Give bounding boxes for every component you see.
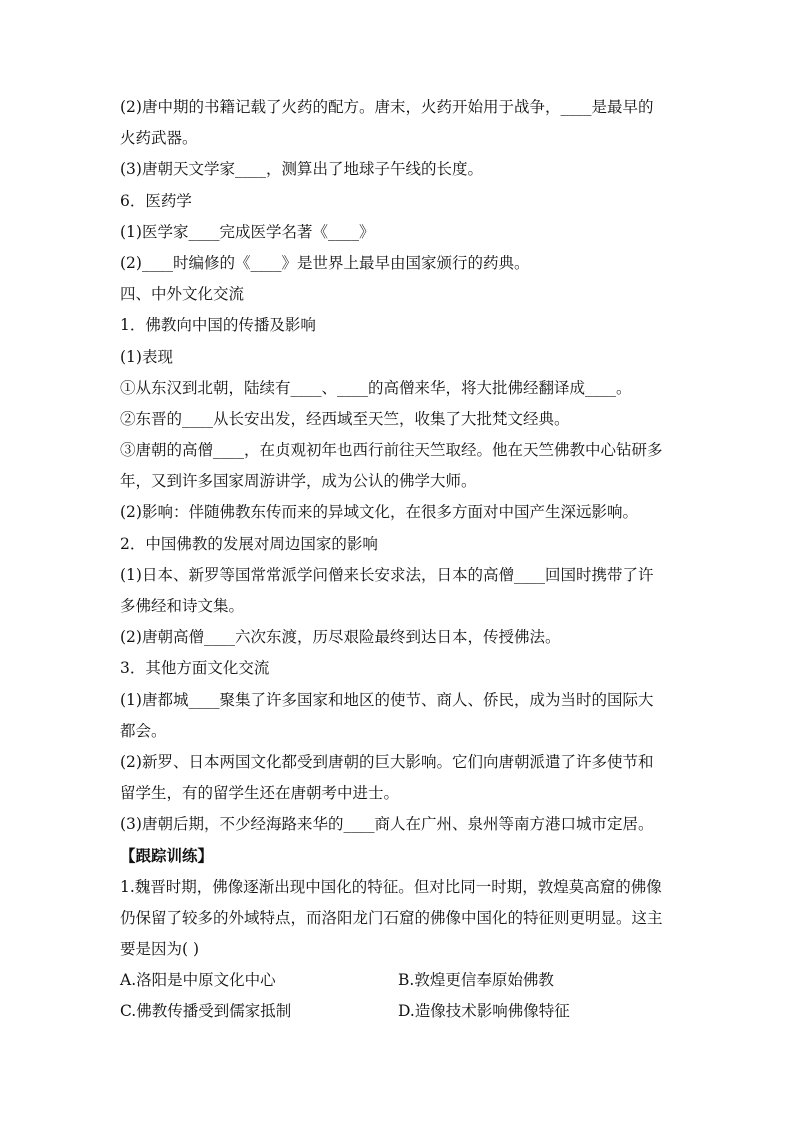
question-stem: 仍保留了较多的外域特点，而洛阳龙门石窟的佛像中国化的特征则更明显。这主 bbox=[120, 908, 663, 927]
subsection-title-influence: 2．中国佛教的发展对周边国家的影响 bbox=[120, 534, 378, 553]
text-line: (2)____时编修的《____》是世界上最早由国家颁行的药典。 bbox=[120, 253, 530, 272]
options-row-ab bbox=[120, 965, 680, 996]
option-b: B.敦煌更信奉原始佛教 bbox=[398, 971, 554, 990]
text-line: 留学生，有的留学生还在唐朝考中进士。 bbox=[120, 784, 400, 803]
text-line: (2)新罗、日本两国文化都受到唐朝的巨大影响。它们向唐朝派遣了许多使节和 bbox=[120, 752, 654, 771]
text-line: 年，又到许多国家周游讲学，成为公认的佛学大师。 bbox=[120, 472, 477, 491]
practice-heading: 【跟踪训练】 bbox=[120, 846, 214, 865]
text-line: (2)影响：伴随佛教东传而来的异域文化，在很多方面对中国产生深远影响。 bbox=[120, 503, 638, 522]
text-line: (1)表现 bbox=[120, 347, 173, 366]
section-title-cultural-exchange: 四、中外文化交流 bbox=[120, 285, 245, 304]
question-stem: 1.魏晋时期，佛像逐渐出现中国化的特征。但对比同一时期，敦煌莫高窟的佛像 bbox=[120, 877, 662, 896]
text-line: (1)唐都城____聚集了许多国家和地区的使节、商人、侨民，成为当时的国际大 bbox=[120, 690, 654, 709]
text-line: 多佛经和诗文集。 bbox=[120, 597, 245, 615]
text-line: 都会。 bbox=[120, 721, 167, 740]
subsection-title-buddhism: 1．佛教向中国的传播及影响 bbox=[120, 316, 316, 335]
subsection-title-other-exchange: 3．其他方面文化交流 bbox=[120, 659, 270, 678]
text-line: 火药武器。 bbox=[120, 129, 198, 148]
option-a: A.洛阳是中原文化中心 bbox=[120, 971, 276, 990]
text-line: (3)唐朝天文学家____，测算出了地球子午线的长度。 bbox=[120, 160, 483, 179]
text-line: (1)日本、新罗等国常常派学问僧来长安求法，日本的高僧____回国时携带了许 bbox=[120, 565, 654, 584]
option-c: C.佛教传播受到儒家抵制 bbox=[120, 1002, 292, 1021]
text-line: (1)医学家____完成医学名著《____》 bbox=[120, 222, 375, 241]
text-line: ②东晋的____从长安出发，经西域至天竺，收集了大批梵文经典。 bbox=[120, 409, 570, 428]
document-body bbox=[120, 92, 680, 1028]
text-line: ①从东汉到北朝，陆续有____、____的高僧来华，将大批佛经翻译成____。 bbox=[120, 378, 632, 397]
text-line: (2)唐朝高僧____六次东渡，历尽艰险最终到达日本，传授佛法。 bbox=[120, 628, 561, 647]
option-d: D.造像技术影响佛像特征 bbox=[398, 1002, 570, 1021]
text-line: (2)唐中期的书籍记载了火药的配方。唐末，火药开始用于战争，____是最早的 bbox=[120, 98, 654, 116]
section-title-medicine: 6．医药学 bbox=[120, 191, 192, 210]
text-line: ③唐朝的高僧____，在贞观初年也西行前往天竺取经。他在天竺佛教中心钻研多 bbox=[120, 441, 663, 460]
question-stem: 要是因为( ) bbox=[120, 940, 200, 959]
options-row-cd bbox=[120, 996, 680, 1027]
text-line: (3)唐朝后期，不少经海路来华的____商人在广州、泉州等南方港口城市定居。 bbox=[120, 815, 654, 834]
